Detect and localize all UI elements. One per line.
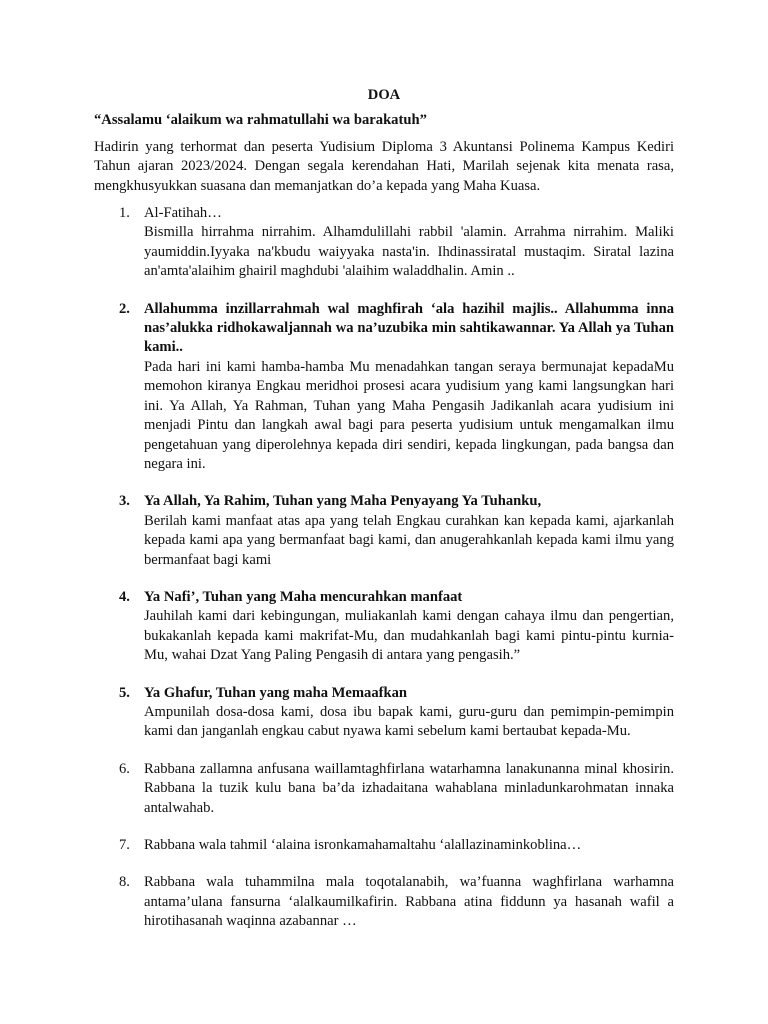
- item-heading: Al-Fatihah…: [144, 205, 222, 222]
- item-number: 5.: [119, 684, 130, 701]
- item-body: Pada hari ini kami hamba-hamba Mu menadahkan tangan seraya bermunajat kepadaMu memohon kiranya Engkau meridhoi prosesi acara yudisium yang kami langsungkan hari ini. Ya Allah, Ya Rahman, Tuhan yang Maha Pengasih Jadikanlah acara yudisium ini menjadi Pintu dan langkah awal bagi para peserta yudisium untuk mengamalkan ilmu pengetahuan yang diperolehnya kepada diri sendiri, kepada lingkungan, pada bangsa dan negara ini.: [144, 358, 674, 472]
- list-item: [94, 204, 674, 282]
- item-body: Rabbana wala tuhammilna mala toqotalanabih, wa’fuanna waghfirlana warhamna antama’ulana fansurna ‘alalkaumilkafirin. Rabbana atina fiddunn ya hasanah wafil a hirotihasanah waqinna azabannar …: [144, 874, 674, 930]
- item-body: Rabbana zallamna anfusana waillamtaghfirlana watarhamna lanakunanna minal khosirin. Rabbana la tuzik kulu bana ba’da izhadaitana wahablana minladunkarohmatan innaka antalwahab.: [144, 760, 674, 816]
- item-number: 1.: [119, 205, 130, 222]
- list-item: [94, 760, 674, 818]
- item-number: 4.: [119, 588, 130, 605]
- item-body: Jauhilah kami dari kebingungan, muliakanlah kami dengan cahaya ilmu dan pengertian, bukakanlah kepada kami makrifat-Mu, dan mudahkanlah bagi kami pintu-pintu kurnia-Mu, wahai Dzat Yang Paling Pengasih di antara yang pengasih.”: [144, 608, 674, 664]
- item-number: 3.: [119, 493, 130, 510]
- document-title: DOA: [367, 87, 401, 103]
- item-number: 7.: [119, 837, 130, 853]
- list-item: [94, 492, 674, 570]
- item-body: Berilah kami manfaat atas apa yang telah Engkau curahkan kan kepada kami, ajarkanlah kepada kami apa yang bermanfaat bagi kami, dan anugerahkanlah kepada kami ilmu yang bermanfaat bagi kami: [144, 512, 674, 568]
- list-item: [94, 684, 674, 742]
- greeting: “Assalamu ‘alaikum wa rahmatullahi wa barakatuh”: [94, 112, 427, 129]
- item-number: 6.: [119, 760, 130, 777]
- list-item: [94, 836, 674, 855]
- prayer-list: [94, 204, 674, 932]
- item-body: Ampunilah dosa-dosa kami, dosa ibu bapak kami, guru-guru dan pemimpin-pemimpin kami dan janganlah engkau cabut nyawa kami sebelum kami bertaubat kepada-Mu.: [144, 703, 674, 740]
- item-body: Bismilla hirrahma nirrahim. Alhamdulillahi rabbil 'alamin. Arrahma nirrahim. Maliki yaumiddin.Iyyaka na'kbudu waiyyaka nasta'in. Ihdinassiratal mustaqim. Siratal lazina an'amta'alaihim ghairil maghdubi 'alaihim waladdhalin. Amin ..: [144, 224, 674, 280]
- item-heading: Allahumma inzillarrahmah wal maghfirah ‘ala hazihil majlis.. Allahumma inna nas’alukka ridhokawaljannah wa na’uzubika min sahtikawannar. Ya Allah ya Tuhan kami..: [144, 300, 674, 356]
- list-item: [94, 588, 674, 666]
- list-item: [94, 300, 674, 475]
- list-item: [94, 873, 674, 931]
- item-body: Rabbana wala tahmil ‘alaina isronkamahamaltahu ‘alallazinaminkoblina…: [144, 837, 582, 853]
- item-number: 2.: [119, 300, 130, 317]
- item-number: 8.: [119, 874, 130, 891]
- intro-paragraph: Hadirin yang terhormat dan peserta Yudisium Diploma 3 Akuntansi Polinema Kampus Kediri Tahun ajaran 2023/2024. Dengan segala kerendahan Hati, Marilah sejenak kita menata rasa, mengkhusyukkan suasana dan memanjatkan do’a kepada yang Maha Kuasa.: [94, 138, 674, 194]
- item-heading: Ya Allah, Ya Rahim, Tuhan yang Maha Penyayang Ya Tuhanku,: [144, 493, 542, 510]
- document-page: [94, 86, 674, 950]
- item-heading: Ya Ghafur, Tuhan yang maha Memaafkan: [144, 684, 408, 701]
- item-heading: Ya Nafi’, Tuhan yang Maha mencurahkan manfaat: [144, 588, 463, 605]
